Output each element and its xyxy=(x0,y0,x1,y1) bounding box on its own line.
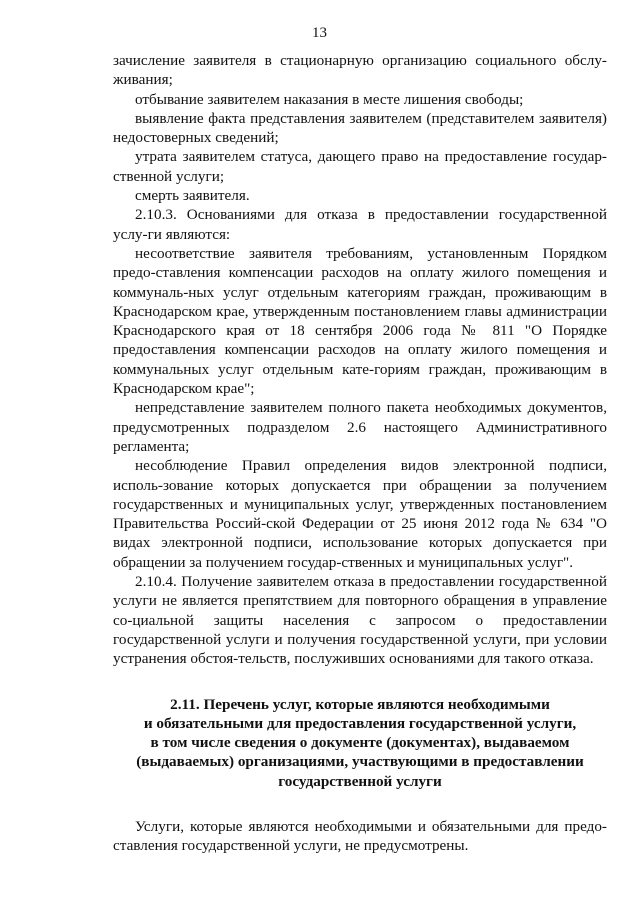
paragraph-status-loss: утрата заявителем статуса, дающего право на предоставление государ-ственной услуги; xyxy=(113,148,607,185)
page-number: 13 xyxy=(312,25,327,41)
paragraph-death: смерть заявителя. xyxy=(135,187,250,205)
paragraph-nonconformity: несоответствие заявителя требованиям, установленным Порядком предо-ставления компенсации расходов на оплату жилого помещения и коммуналь-ных услуг отдельным категориям граждан, проживающим в Краснодарском крае, утвержденным постановлением главы администрации Краснодарского края от 18 сентября 2006 года № 811 "О Порядке предоставления компенсации расходов на оплату жилого помещения и коммунальных услуг отдельным кате-гориям граждан, проживающим в Краснодарском крае"; xyxy=(113,244,607,398)
paragraph-enrollment: зачисление заявителя в стационарную организацию социального обслу-живания; xyxy=(113,52,607,89)
paragraph-services-not-required: Услуги, которые являются необходимыми и обязательными для предо-ставления государственной услуги, не предусмотрены. xyxy=(113,817,607,855)
paragraph-imprisonment: отбывание заявителем наказания в месте лишения свободы; xyxy=(135,90,524,108)
heading-line: (выдаваемых) организациями, участвующими в предоставлении xyxy=(136,753,584,771)
heading-line: и обязательными для предоставления государственной услуги, xyxy=(143,714,577,732)
paragraph-e-signature: несоблюдение Правил определения видов электронной подписи, исполь-зование которых допускается при обращении за получением государственных и муниципальных услуг, утвержденных постановлением Правительства Россий-ской Федерации от 25 июня 2012 года № 634 "О видах электронной подписи, использование которых допускается при обращении за получением государ-ственных и муниципальных услуг". xyxy=(113,457,607,571)
paragraph-false-info: выявление факта представления заявителем (представителем заявителя) недостоверных сведений; xyxy=(113,109,607,147)
paragraph-2-10-4: 2.10.4. Получение заявителем отказа в предоставлении государственной услуги не является препятствием для повторного обращения в управление со-циальной защиты населения с запросом о предоставлении государственной услуги и получения государственной услуги, при условии устранения обстоя-тельств, послуживших основаниями для такого отказа. xyxy=(113,573,607,668)
heading-line: 2.11. Перечень услуг, которые являются необходимыми xyxy=(170,695,550,713)
paragraph-incomplete-docs: непредставление заявителем полного пакета необходимых документов, предусмотренных подразделом 2.6 настоящего Административного регламента; xyxy=(113,399,607,455)
paragraph-2-10-3: 2.10.3. Основаниями для отказа в предоставлении государственной услу-ги являются: xyxy=(113,206,607,243)
heading-line: в том числе сведения о документе (документах), выдаваемом xyxy=(150,734,570,752)
document-body xyxy=(113,51,607,856)
heading-line: государственной услуги xyxy=(278,772,442,790)
section-heading-2-11 xyxy=(113,695,607,791)
